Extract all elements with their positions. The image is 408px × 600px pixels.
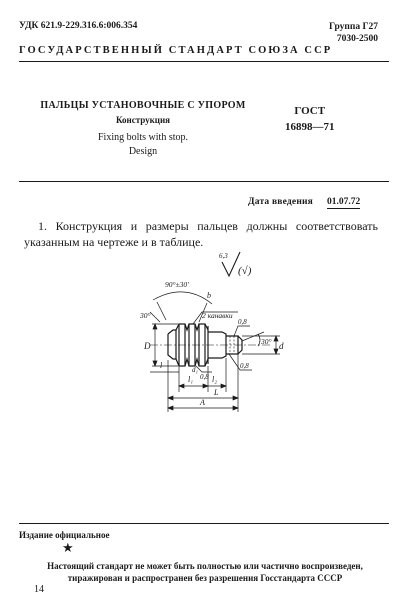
notice-line2: тиражирован и распространен без разрешения Госстандарта СССР [67, 573, 343, 583]
paragraph-text: 1. Конструкция и размеры пальцев должны соответствовать указанным на чертеже и в таблице. [24, 219, 378, 249]
angle-dimension-right [242, 332, 272, 346]
roughness-08-collar: 0,8 [200, 373, 209, 381]
title-en-line1: Fixing bolts with stop. [97, 132, 188, 143]
edition-label: Издание официальное [19, 530, 110, 540]
star-icon: ★ [62, 540, 74, 555]
group-label: Группа Г27 [329, 22, 378, 32]
angle-top-label: 90°±30′ [165, 280, 189, 289]
dim-l-label: l [160, 361, 163, 370]
dim-D-label: D [144, 341, 151, 351]
classification-code: 7030-2500 [336, 34, 378, 44]
dim-d1-label: d₁ [192, 366, 198, 374]
roughness-08-top: 0,8 [238, 318, 247, 326]
length-dimensions [150, 354, 238, 412]
date-label: Дата введения [248, 197, 314, 207]
dim-A-label: A [200, 398, 205, 407]
gost-label: ГОСТ [294, 105, 326, 117]
roughness-symbol [219, 252, 252, 277]
angle-left-label: 30° [140, 311, 151, 320]
dim-l2-label: l₂ [212, 375, 218, 384]
roughness-08-bottom: 0,8 [240, 362, 249, 370]
dim-L-label: L [214, 388, 219, 397]
copyright-notice [19, 560, 391, 584]
roughness-parenthetical: (√) [238, 265, 252, 277]
page-number: 14 [34, 584, 44, 595]
udk-code: УДК 621.9-229.316.6:006.354 [19, 21, 138, 31]
title-en-line2: Design [128, 146, 158, 157]
title-ru: ПАЛЬЦЫ УСТАНОВОЧНЫЕ С УПОРОМ [40, 100, 246, 111]
roughness-value: 6,3 [219, 252, 228, 260]
grooves-label: 2 канавки [202, 311, 233, 320]
angle-right-label: 30° [261, 337, 272, 346]
date-value: 01.07.72 [327, 197, 361, 207]
gost-number: 16898—71 [285, 121, 335, 133]
standard-banner: ГОСУДАРСТВЕННЫЙ СТАНДАРТ СОЮЗА ССР [19, 45, 333, 56]
dim-d-label: d [279, 341, 284, 351]
dim-l1-label: l₁ [188, 375, 194, 384]
footer-rule [19, 523, 389, 524]
subtitle-ru: Конструкция [115, 115, 171, 125]
notice-line1: Настоящий стандарт не может быть полностью или частично воспроизведен, [47, 561, 363, 571]
dim-b-label: b [207, 291, 211, 300]
grooves-callout [193, 311, 238, 324]
